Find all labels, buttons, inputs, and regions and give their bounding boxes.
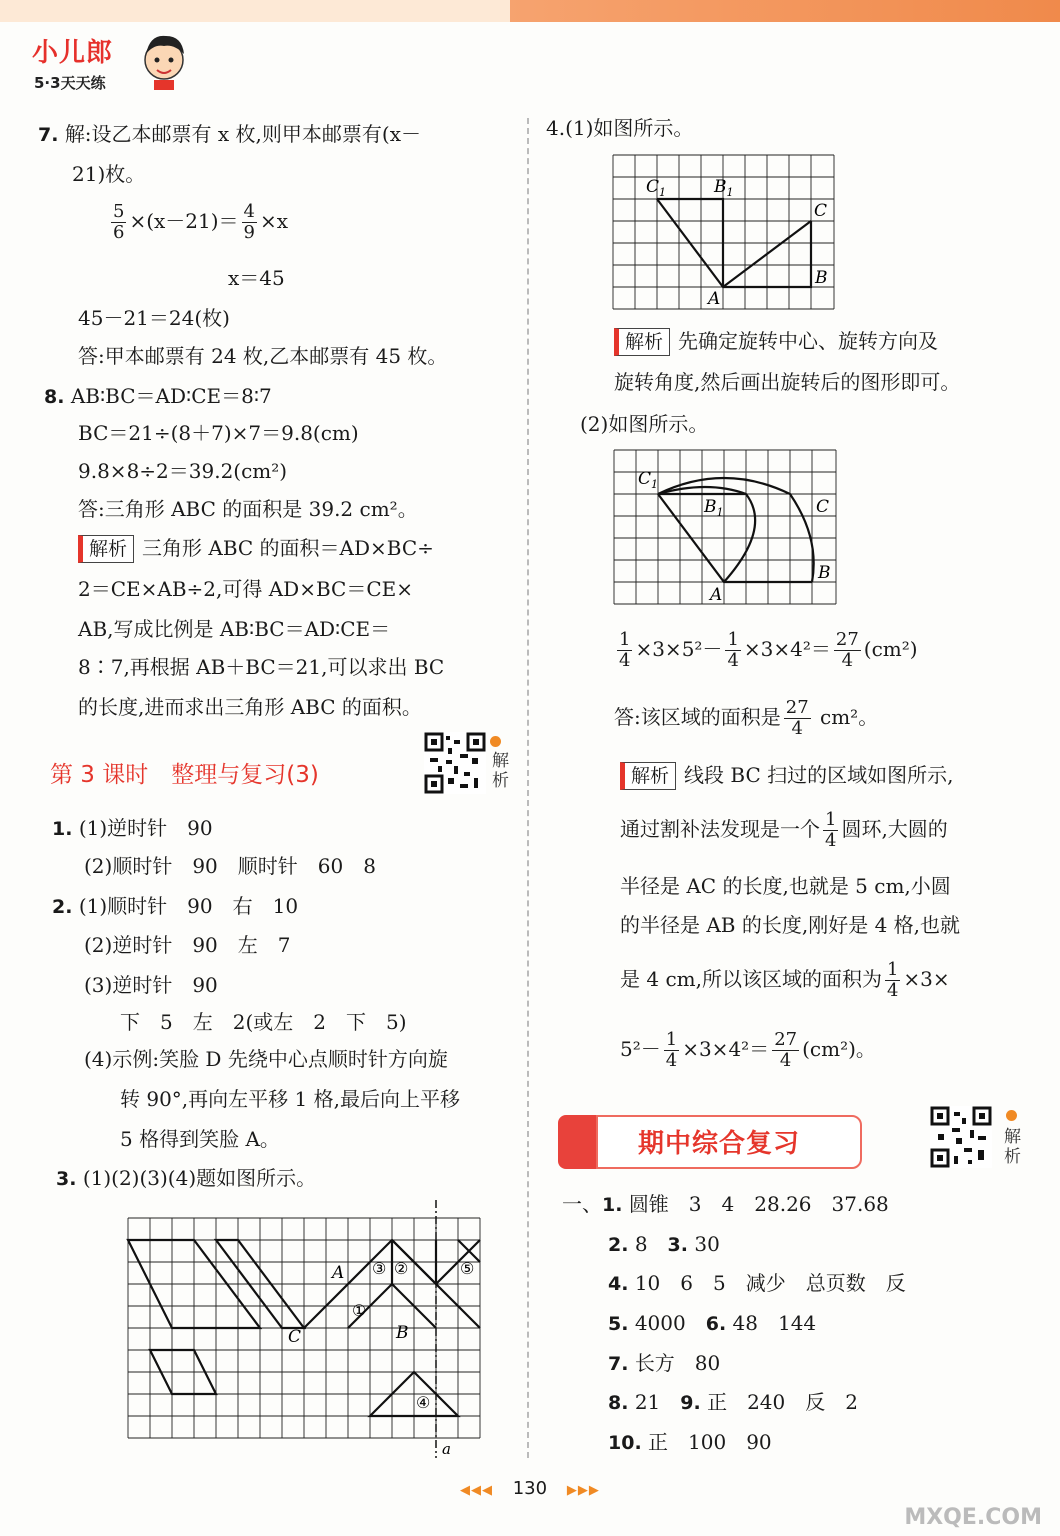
fig2-label-b1-main: B xyxy=(704,497,717,517)
explain-text: 是 4 cm,所以该区域的面积为 xyxy=(620,967,882,991)
rotation-grid-figure-2 xyxy=(612,448,840,610)
review-number: 6. xyxy=(705,1313,727,1335)
review-number: 7. xyxy=(608,1353,629,1375)
formula-part: ×3×5²－ xyxy=(635,637,723,661)
watermark: MXQE.COM xyxy=(904,1505,1042,1530)
review-number: 8. xyxy=(608,1392,629,1414)
grid-label-a-point: A xyxy=(332,1263,345,1283)
q4-answer xyxy=(614,698,878,739)
numerator: 1 xyxy=(665,1029,678,1050)
numerator: 27 xyxy=(835,629,859,650)
fig1-label-c1-sub: 1 xyxy=(659,186,667,199)
analysis-tag: 解析 xyxy=(620,762,676,790)
fig1-label-b: B xyxy=(815,268,828,288)
q4-explain2-5 xyxy=(620,960,950,1001)
q8-answer: 答:三角形 ABC 的面积是 39.2 cm²。 xyxy=(78,497,418,521)
grid-label-circle-3: ③ xyxy=(372,1259,387,1278)
fig2-label-c1-sub: 1 xyxy=(651,478,659,491)
denominator: 6 xyxy=(113,222,125,243)
s2-line-b: (2)逆时针 90 左 7 xyxy=(84,933,291,957)
grid-label-circle-4: ④ xyxy=(416,1393,431,1412)
denominator: 4 xyxy=(665,1050,678,1071)
review-row-4 xyxy=(608,1271,906,1296)
top-bar-accent xyxy=(510,0,1060,22)
q7-equation xyxy=(108,202,288,243)
fig1-label-b1 xyxy=(713,177,734,199)
fig1-label-c: C xyxy=(814,201,828,221)
q8-explain-4: 8∶7,再根据 AB＋BC＝21,可以求出 BC xyxy=(78,655,445,679)
answer-text: 答:该区域的面积是 xyxy=(614,705,781,729)
q8-number: 8. xyxy=(44,386,65,408)
q4-explain-2: 旋转角度,然后画出旋转后的图形即可。 xyxy=(614,370,961,394)
review-row-10 xyxy=(608,1430,772,1455)
mascot-boy-icon xyxy=(140,30,188,92)
logo-subtitle: 5·3天天练 xyxy=(34,74,106,92)
q4-explain2-6 xyxy=(620,1030,876,1071)
q4-explain-text1: 先确定旋转中心、旋转方向及 xyxy=(678,329,939,353)
q8-explain-2: 2＝CE×AB÷2,可得 AD×BC＝CE× xyxy=(78,577,413,601)
fig2-label-c1-main: C xyxy=(638,469,652,489)
denominator: 4 xyxy=(886,980,899,1001)
q8-line1 xyxy=(44,384,272,409)
s3-text: (1)(2)(3)(4)题如图所示。 xyxy=(82,1166,317,1190)
q8-explain-3: AB,写成比例是 AB∶BC＝AD∶CE＝ xyxy=(78,617,391,641)
review-answer: 10 6 5 减少 总页数 反 xyxy=(634,1271,906,1295)
fig2-label-b1-sub: 1 xyxy=(716,506,724,519)
s1-text-a: (1)逆时针 90 xyxy=(78,816,213,840)
review-answer: 30 xyxy=(694,1232,720,1256)
explain-text: 圆环,大圆的 xyxy=(841,817,948,841)
formula-part: ×3×4²＝ xyxy=(743,637,831,661)
review-row-5 xyxy=(608,1311,816,1336)
logo-title: 小儿郎 xyxy=(32,38,114,68)
qr-code-icon[interactable] xyxy=(424,732,486,794)
q4-explain2-1 xyxy=(620,762,953,790)
fig1-label-a: A xyxy=(708,289,721,309)
s3-number: 3. xyxy=(56,1168,77,1190)
s3-line xyxy=(56,1166,316,1191)
explain-text: ×3×4²＝ xyxy=(682,1037,770,1061)
review-number: 2. xyxy=(608,1234,629,1256)
fig1-label-c1 xyxy=(646,177,666,199)
numerator: 27 xyxy=(785,697,809,718)
review-number: 4. xyxy=(608,1273,629,1295)
s2-line-c: (3)逆时针 90 xyxy=(84,973,218,997)
numerator: 1 xyxy=(886,959,899,980)
review-answer: 4000 xyxy=(634,1311,686,1335)
qr-label-1: 解 xyxy=(1004,1127,1021,1147)
numerator: 1 xyxy=(727,629,739,650)
fraction xyxy=(772,1030,799,1071)
numerator: 5 xyxy=(113,201,125,222)
numerator: 27 xyxy=(774,1029,798,1050)
analysis-tag: 解析 xyxy=(78,535,134,563)
denominator: 4 xyxy=(791,718,803,739)
review-answer: 长方 80 xyxy=(634,1351,721,1375)
equation-mid: ×(x－21)＝ xyxy=(129,209,239,233)
q7-text1: 解:设乙本邮票有 x 枚,则甲本邮票有(x－ xyxy=(64,122,421,146)
grid-label-c-point: C xyxy=(288,1327,302,1347)
s2-text-a: (1)顺时针 90 右 10 xyxy=(78,894,299,918)
numerator: 1 xyxy=(619,629,631,650)
review-answer: 48 144 xyxy=(732,1311,817,1335)
fig1-label-b1-main: B xyxy=(714,177,727,197)
denominator: 9 xyxy=(243,222,255,243)
q4-number: 4. xyxy=(546,116,566,140)
review-answer: 正 240 反 2 xyxy=(707,1390,858,1414)
explain-text: 5²－ xyxy=(620,1037,661,1061)
section-title: 第 3 课时 整理与复习(3) xyxy=(50,762,319,788)
s2-line-e1: (4)示例:笑脸 D 先绕中心点顺时针方向旋 xyxy=(84,1047,448,1071)
denominator: 4 xyxy=(727,650,739,671)
qr-code-icon[interactable] xyxy=(930,1106,992,1168)
q8-line2: BC＝21÷(8＋7)×7＝9.8(cm) xyxy=(78,421,359,445)
midterm-review-banner xyxy=(558,1115,862,1169)
q4-explain2-3: 半径是 AC 的长度,也就是 5 cm,小圆 xyxy=(620,874,951,898)
fig2-label-a: A xyxy=(710,585,723,605)
q8-explain-text1: 三角形 ABC 的面积＝AD×BC÷ xyxy=(142,536,434,560)
q7-answer: 答:甲本邮票有 24 枚,乙本邮票有 45 枚。 xyxy=(78,344,448,368)
q4-formula xyxy=(614,630,918,671)
grid-label-axis-a: a xyxy=(442,1440,451,1458)
grid-label-circle-1: ① xyxy=(352,1301,367,1320)
q4-part2: (2)如图所示。 xyxy=(580,412,709,436)
fig2-label-b1 xyxy=(703,497,724,519)
q7-number: 7. xyxy=(38,124,59,146)
review-answer: 21 xyxy=(634,1390,661,1414)
review-number: 1. xyxy=(602,1194,623,1216)
explain-text: (cm²)。 xyxy=(802,1037,876,1061)
review-row-2 xyxy=(608,1232,720,1257)
q8-text1: AB∶BC＝AD∶CE＝8∶7 xyxy=(70,384,272,408)
denominator: 4 xyxy=(825,830,837,851)
q4-part1: (1)如图所示。 xyxy=(565,116,694,140)
next-arrows-icon: ▶▶▶ xyxy=(566,1483,600,1498)
denominator: 4 xyxy=(779,1050,792,1071)
q8-line3: 9.8×8÷2＝39.2(cm²) xyxy=(78,459,288,483)
answer-unit: cm²。 xyxy=(820,705,879,729)
play-dot-icon xyxy=(490,736,501,747)
fraction xyxy=(834,630,861,671)
denominator: 4 xyxy=(619,650,631,671)
fraction xyxy=(242,202,257,243)
review-answer: 圆锥 3 4 28.26 37.68 xyxy=(628,1192,889,1216)
grid-label-circle-5: ⑤ xyxy=(460,1259,475,1278)
s2-line-e3: 5 格得到笑脸 A。 xyxy=(120,1127,280,1151)
rotation-grid-figure-1 xyxy=(612,152,838,312)
explain-text: 通过割补法发现是一个 xyxy=(620,817,820,841)
review-row-8 xyxy=(608,1390,858,1415)
qr-label-2: 析 xyxy=(492,771,509,791)
q4-explain2-2 xyxy=(620,810,948,851)
qr-label-2: 析 xyxy=(1004,1147,1021,1167)
play-dot-icon xyxy=(1006,1110,1017,1121)
q7-calc: 45－21＝24(枚) xyxy=(78,306,230,330)
numerator: 4 xyxy=(243,201,255,222)
fig1-label-b1-sub: 1 xyxy=(726,186,734,199)
qr-label-1: 解 xyxy=(492,751,509,771)
fraction xyxy=(111,202,126,243)
s2-line-e2: 转 90°,再向左平移 1 格,最后向上平移 xyxy=(120,1087,460,1111)
q7-x-value: x＝45 xyxy=(228,266,285,290)
s1-line-a xyxy=(52,816,213,841)
review-answer: 正 100 90 xyxy=(648,1430,772,1454)
s2-line-a xyxy=(52,894,298,919)
grid-label-b-point: B xyxy=(396,1323,409,1343)
fraction xyxy=(784,698,811,739)
column-divider xyxy=(527,118,529,1458)
fig1-label-c1-main: C xyxy=(646,177,660,197)
q7-line1 xyxy=(38,122,421,147)
denominator: 4 xyxy=(841,650,854,671)
formula-unit: (cm²) xyxy=(863,637,918,661)
page-footer xyxy=(460,1478,600,1499)
fig2-label-b: B xyxy=(818,563,831,583)
q4-explain-1 xyxy=(614,328,938,356)
s1-line-b: (2)顺时针 90 顺时针 60 8 xyxy=(84,854,376,878)
fraction xyxy=(823,810,838,851)
s1-number: 1. xyxy=(52,818,73,840)
review-number: 5. xyxy=(608,1313,629,1335)
brand-logo xyxy=(22,28,192,100)
review-number: 3. xyxy=(667,1234,688,1256)
fraction xyxy=(885,960,900,1001)
fig2-label-c: C xyxy=(816,497,830,517)
banner-title: 期中综合复习 xyxy=(638,1129,801,1159)
q7-line2: 21)枚。 xyxy=(72,162,146,186)
s2-number: 2. xyxy=(52,896,73,918)
review-part-label: 一、 xyxy=(562,1192,602,1216)
q4-explain2-4: 的半径是 AB 的长度,刚好是 4 格,也就 xyxy=(620,913,961,937)
review-row-7 xyxy=(608,1351,720,1376)
numerator: 1 xyxy=(825,809,837,830)
fraction xyxy=(725,630,740,671)
equation-end: ×x xyxy=(260,209,289,233)
q4-line1 xyxy=(546,116,693,140)
review-number: 9. xyxy=(680,1392,701,1414)
page-number: 130 xyxy=(512,1478,548,1499)
review-row-1 xyxy=(562,1192,889,1217)
fraction xyxy=(664,1030,679,1071)
analysis-tag: 解析 xyxy=(614,328,670,356)
q4-explain2-text1: 线段 BC 扫过的区域如图所示, xyxy=(684,763,954,787)
q8-explain-1 xyxy=(78,535,434,563)
transform-grid-figure xyxy=(120,1200,500,1460)
prev-arrows-icon: ◀◀◀ xyxy=(460,1483,493,1498)
grid-label-circle-2: ② xyxy=(394,1259,409,1278)
q8-explain-5: 的长度,进而求出三角形 ABC 的面积。 xyxy=(78,695,422,719)
s2-line-d: 下 5 左 2(或左 2 下 5) xyxy=(120,1010,407,1034)
fraction xyxy=(617,630,632,671)
explain-text: ×3× xyxy=(903,967,950,991)
review-number: 10. xyxy=(608,1432,642,1454)
review-answer: 8 xyxy=(634,1232,648,1256)
